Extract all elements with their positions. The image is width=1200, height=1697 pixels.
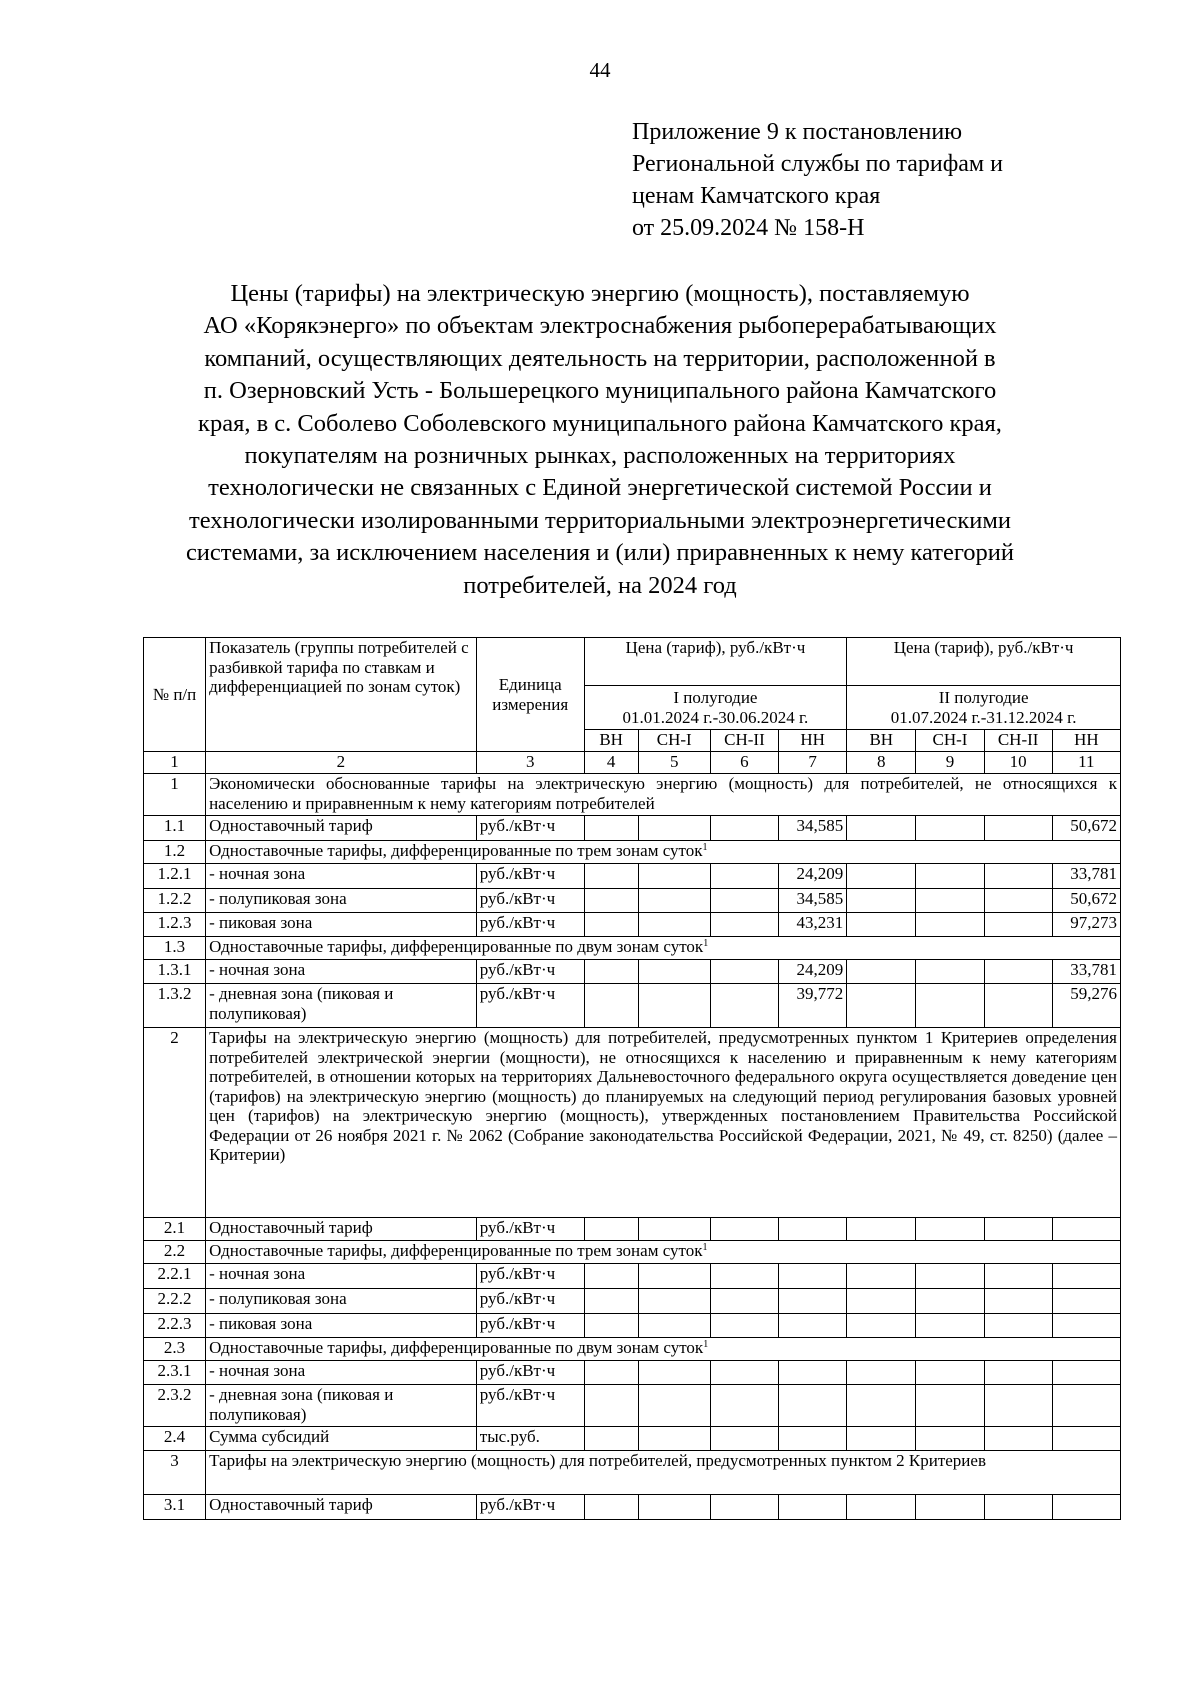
row-unit: руб./кВт·ч (476, 1218, 584, 1241)
table-row (144, 913, 1121, 937)
title-line: АО «Корякэнерго» по объектам электроснабжения рыбоперерабатывающих (203, 312, 997, 340)
row-num: 1.2.2 (144, 889, 206, 913)
row-num: 2.1 (144, 1218, 206, 1241)
row-name: - дневная зона (пиковая и полупиковая) (206, 984, 477, 1028)
column-numbers-row (144, 752, 1121, 774)
row-name: - дневная зона (пиковая и полупиковая) (206, 1385, 477, 1427)
col-number: 10 (984, 752, 1052, 774)
appendix-reference (632, 116, 1003, 244)
row-name: - полупиковая зона (206, 1289, 477, 1314)
value-cell: 34,585 (779, 889, 847, 913)
row-num: 1 (144, 774, 206, 816)
row-unit: руб./кВт·ч (476, 960, 584, 984)
group-label: Одноставочные тарифы, дифференцированные по двум зонам суток (209, 937, 704, 956)
row-unit: руб./кВт·ч (476, 1314, 584, 1338)
title-line: технологически не связанных с Единой энергетической системой России и (208, 474, 992, 502)
col-number: 6 (710, 752, 778, 774)
level-cell: СН-I (916, 730, 984, 752)
section-row (144, 774, 1121, 816)
row-name: Одноставочный тариф (206, 816, 477, 841)
value-cell: 50,672 (1052, 889, 1120, 913)
row-num: 1.2.1 (144, 864, 206, 889)
col-number: 5 (638, 752, 710, 774)
row-unit: руб./кВт·ч (476, 1385, 584, 1427)
section-text: Тарифы на электрическую энергию (мощность) для потребителей, предусмотренных пунктом 1 Критериев определения потребителей электрической энергии (мощности), не относящихся к населению и приравненным к нему категориям потребителей, в отношении которых на территориях Дальневосточного федерального округа осуществляется доведение цен (тарифов) на электрическую энергию (мощность) до планируемых на следующий период регулирования базовых уровней цен (тарифов) на электрическую энергию (мощность), утвержденных постановлением Правительства Российской Федерации от 26 ноября 2021 г. № 2062 (Собрание законодательства Российской Федерации, 2021, № 49, ст. 8250) (далее – Критерии) (206, 1028, 1121, 1218)
title-line: технологически изолированными территориальными электроэнергетическими (189, 506, 1011, 534)
section-row (144, 1028, 1121, 1218)
footnote-mark: 1 (702, 842, 708, 853)
value-cell: 39,772 (779, 984, 847, 1028)
group-row (144, 1338, 1121, 1361)
row-unit: руб./кВт·ч (476, 1289, 584, 1314)
col-number: 11 (1052, 752, 1120, 774)
table-row (144, 1314, 1121, 1338)
appendix-line: от 25.09.2024 № 158-Н (632, 215, 865, 241)
header-num: № п/п (144, 638, 206, 752)
row-num: 1.3 (144, 937, 206, 960)
row-name: Одноставочный тариф (206, 1495, 477, 1520)
level-cell: ВН (847, 730, 916, 752)
row-num: 1.3.2 (144, 984, 206, 1028)
group-row (144, 1241, 1121, 1264)
row-num: 2.2.2 (144, 1289, 206, 1314)
col-number: 1 (144, 752, 206, 774)
header-row (144, 638, 1121, 686)
row-num: 3.1 (144, 1495, 206, 1520)
row-unit: руб./кВт·ч (476, 889, 584, 913)
group-text (206, 1241, 1121, 1264)
group-text (206, 841, 1121, 864)
value-cell: 33,781 (1052, 864, 1120, 889)
group-label: Одноставочные тарифы, дифференцированные по двум зонам суток (209, 1338, 704, 1357)
level-cell: СН-II (984, 730, 1052, 752)
half2-dates: 01.07.2024 г.-31.12.2024 г. (890, 707, 1077, 727)
row-name: - пиковая зона (206, 913, 477, 937)
row-name: Сумма субсидий (206, 1427, 477, 1451)
value-cell: 50,672 (1052, 816, 1120, 841)
header-half1 (584, 686, 847, 730)
col-number: 8 (847, 752, 916, 774)
row-num: 2.2.1 (144, 1264, 206, 1289)
value-cell: 43,231 (779, 913, 847, 937)
appendix-line: ценам Камчатского края (632, 183, 881, 209)
table-row (144, 1218, 1121, 1241)
table-row (144, 864, 1121, 889)
value-cell: 24,209 (779, 960, 847, 984)
row-unit: тыс.руб. (476, 1427, 584, 1451)
row-num: 2 (144, 1028, 206, 1218)
section-row (144, 1451, 1121, 1495)
section-text: Экономически обоснованные тарифы на электрическую энергию (мощность) для потребителей, не относящихся к населению и приравненным к нему категориям потребителей (206, 774, 1121, 816)
tariff-table (143, 637, 1121, 1520)
row-unit: руб./кВт·ч (476, 1495, 584, 1520)
row-unit: руб./кВт·ч (476, 913, 584, 937)
half2-label: II полугодие (938, 688, 1029, 707)
table-row (144, 889, 1121, 913)
table-row (144, 816, 1121, 841)
col-number: 3 (476, 752, 584, 774)
row-num: 1.2.3 (144, 913, 206, 937)
header-price-half1: Цена (тариф), руб./кВт·ч (584, 638, 847, 686)
group-text (206, 937, 1121, 960)
row-num: 2.2.3 (144, 1314, 206, 1338)
row-num: 3 (144, 1451, 206, 1495)
group-row (144, 841, 1121, 864)
col-number: 2 (206, 752, 477, 774)
title-line: покупателям на розничных рынках, расположенных на территориях (244, 442, 956, 470)
row-num: 1.3.1 (144, 960, 206, 984)
title-line: компаний, осуществляющих деятельность на территории, расположенной в (204, 344, 996, 372)
value-cell: 33,781 (1052, 960, 1120, 984)
table-row (144, 1361, 1121, 1385)
level-cell: НН (1052, 730, 1120, 752)
row-unit: руб./кВт·ч (476, 816, 584, 841)
footnote-mark: 1 (703, 1339, 709, 1350)
appendix-line: Приложение 9 к постановлению (632, 119, 963, 145)
document-title (100, 278, 1100, 602)
row-name: - ночная зона (206, 1264, 477, 1289)
title-line: п. Озерновский Усть - Большерецкого муниципального района Камчатского (203, 377, 997, 405)
row-num: 2.3 (144, 1338, 206, 1361)
page-number: 44 (589, 58, 611, 82)
table-row (144, 1289, 1121, 1314)
value-cell: 34,585 (779, 816, 847, 841)
table-row (144, 1385, 1121, 1427)
group-text (206, 1338, 1121, 1361)
row-unit: руб./кВт·ч (476, 1264, 584, 1289)
row-name: - полупиковая зона (206, 889, 477, 913)
row-name: - ночная зона (206, 1361, 477, 1385)
row-num: 2.2 (144, 1241, 206, 1264)
value-cell: 97,273 (1052, 913, 1120, 937)
header-half2 (847, 686, 1121, 730)
row-unit: руб./кВт·ч (476, 864, 584, 889)
row-num: 2.3.2 (144, 1385, 206, 1427)
table-row (144, 960, 1121, 984)
col-number: 9 (916, 752, 984, 774)
level-cell: СН-I (638, 730, 710, 752)
row-num: 2.3.1 (144, 1361, 206, 1385)
group-row (144, 937, 1121, 960)
table-row (144, 1264, 1121, 1289)
col-number: 7 (779, 752, 847, 774)
section-text: Тарифы на электрическую энергию (мощность) для потребителей, предусмотренных пунктом 2 Критериев (206, 1451, 1121, 1495)
level-cell: ВН (584, 730, 638, 752)
half1-label: I полугодие (673, 688, 758, 707)
level-cell: СН-II (710, 730, 778, 752)
value-cell: 24,209 (779, 864, 847, 889)
row-name: - ночная зона (206, 960, 477, 984)
title-line: края, в с. Соболево Соболевского муниципального района Камчатского края, (198, 409, 1002, 437)
footnote-mark: 1 (702, 1242, 708, 1253)
value-cell: 59,276 (1052, 984, 1120, 1028)
header-price-half2: Цена (тариф), руб./кВт·ч (847, 638, 1121, 686)
table-row (144, 1427, 1121, 1451)
row-num: 2.4 (144, 1427, 206, 1451)
header-indicator: Показатель (группы потребителей с разбивкой тарифа по ставкам и дифференциацией по зонам суток) (206, 638, 477, 752)
table-row (144, 984, 1121, 1028)
row-num: 1.1 (144, 816, 206, 841)
row-name: - ночная зона (206, 864, 477, 889)
col-number: 4 (584, 752, 638, 774)
row-unit: руб./кВт·ч (476, 984, 584, 1028)
row-num: 1.2 (144, 841, 206, 864)
row-name: - пиковая зона (206, 1314, 477, 1338)
row-name: Одноставочный тариф (206, 1218, 477, 1241)
header-unit: Единица измерения (476, 638, 584, 752)
row-unit: руб./кВт·ч (476, 1361, 584, 1385)
footnote-mark: 1 (703, 938, 709, 949)
half1-dates: 01.01.2024 г.-30.06.2024 г. (622, 707, 809, 727)
group-label: Одноставочные тарифы, дифференцированные по трем зонам суток (209, 841, 703, 860)
title-line: потребителей, на 2024 год (463, 571, 737, 599)
table-row (144, 1495, 1121, 1520)
title-line: Цены (тарифы) на электрическую энергию (мощность), поставляемую (230, 280, 970, 307)
appendix-line: Региональной службы по тарифам и (632, 151, 1003, 177)
title-line: системами, за исключением населения и (или) приравненных к нему категорий (185, 539, 1015, 567)
group-label: Одноставочные тарифы, дифференцированные по трем зонам суток (209, 1241, 703, 1260)
level-cell: НН (779, 730, 847, 752)
